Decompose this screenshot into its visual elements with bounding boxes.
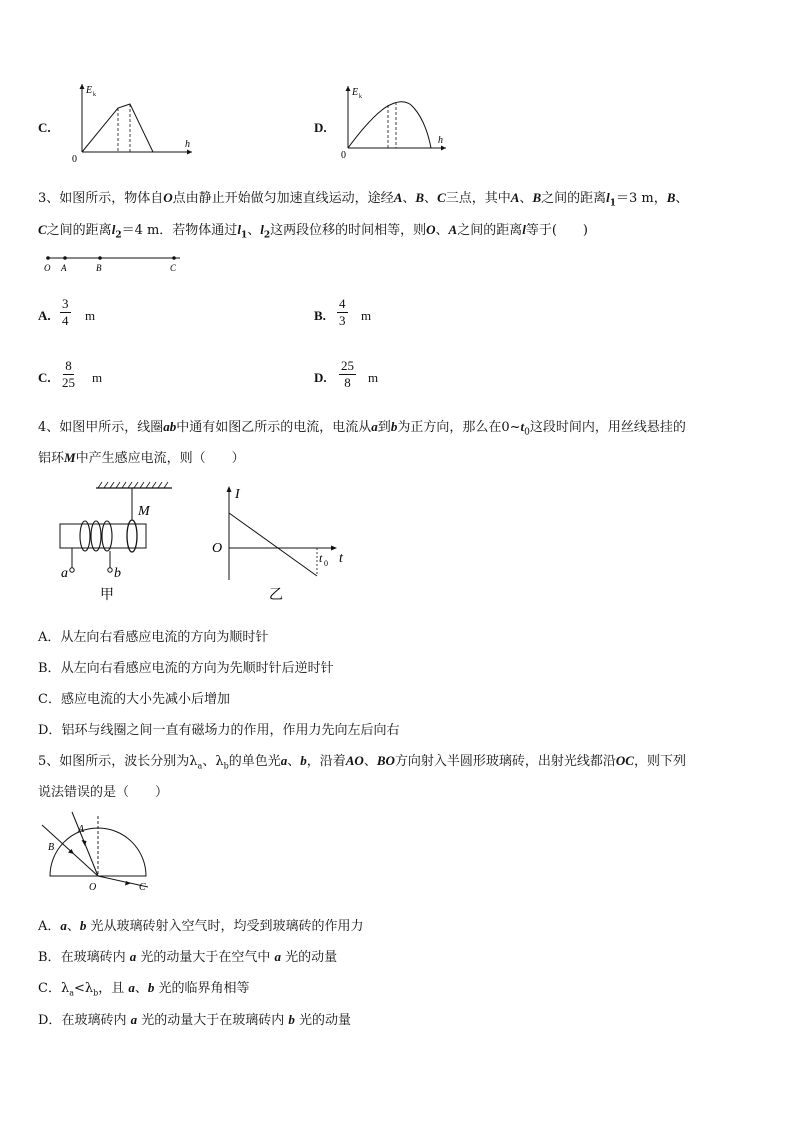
q4-figure-jia: [50, 478, 180, 608]
q5-semicircle-diagram: [36, 808, 166, 898]
svg-text:A: A: [61, 263, 67, 273]
svg-text:O: O: [44, 263, 51, 273]
q5-stem-line2: 说法错误的是（ ）: [38, 785, 169, 800]
svg-text:O: O: [89, 882, 97, 893]
q3-option-d-unit: m: [368, 370, 379, 385]
q5-option-d[interactable]: D．在玻璃砖内 a 光的动量大于在玻璃砖内 b 光的动量: [38, 1012, 351, 1028]
svg-text:M: M: [138, 504, 150, 519]
q3-option-a-unit: m: [85, 308, 96, 323]
q4-option-b[interactable]: B．从左向右看感应电流的方向为先顺时针后逆时针: [38, 661, 334, 676]
q5-option-c[interactable]: C．$\lambda_a<\lambda_b$，且 a、b 光的临界角相等: [38, 980, 250, 998]
q2-option-d-label: D.: [314, 120, 327, 135]
q5-option-a[interactable]: A．a、b 光从玻璃砖射入空气时，均受到玻璃砖的作用力: [38, 918, 364, 934]
svg-text:t: t: [319, 551, 323, 565]
q2d-origin: 0: [341, 150, 346, 161]
svg-text:0: 0: [324, 559, 328, 568]
q5-option-b[interactable]: B．在玻璃砖内 a 光的动量大于在空气中 a 光的动量: [38, 949, 338, 965]
q3-option-a-label[interactable]: A.: [38, 308, 51, 323]
q2d-axis-y: E: [352, 87, 359, 98]
svg-text:B: B: [96, 263, 102, 273]
q2-option-d-graph: [336, 82, 452, 166]
q5-stem-line1: 5、如图所示，波长分别为$\lambda_a$、$\lambda_b$的单色光a、b，沿着AO、BO方向射入半圆形玻璃砖，出射光线都沿OC，则下列: [38, 753, 686, 771]
q3-stem-line2: C之间的距离$l_2=4$ m．若物体通过$l_1$、$l_2$这两段位移的时间相等，则O、A之间的距离l等于( ): [38, 222, 588, 241]
q3-option-c-label[interactable]: C.: [38, 370, 51, 385]
svg-text:B: B: [48, 842, 55, 853]
q3-option-d-fraction: $\frac{25}{8}$: [341, 358, 354, 390]
svg-text:甲: 甲: [100, 588, 114, 603]
q2-option-c-label: C.: [38, 120, 51, 135]
q4-stem-line1: 4、如图甲所示，线圈ab中通有如图乙所示的电流，电流从a到b为正方向，那么在$0\sim t_0$这段时间内，用丝线悬挂的: [38, 419, 686, 438]
q4-option-a[interactable]: A．从左向右看感应电流的方向为顺时针: [38, 630, 269, 645]
q3-option-d-label[interactable]: D.: [314, 370, 327, 385]
q3-line-diagram: [40, 252, 190, 276]
q3-option-c-unit: m: [92, 370, 103, 385]
q3-option-b-label[interactable]: B.: [314, 308, 326, 323]
q4-stem-line2: 铝环M中产生感应电流，则（ ）: [38, 450, 245, 466]
svg-text:b: b: [114, 566, 121, 581]
svg-text:乙: 乙: [269, 588, 283, 603]
q3-option-c-fraction: $\frac{8}{25}$: [62, 358, 75, 390]
q2c-axis-y: E: [86, 85, 93, 96]
q3-option-a-fraction: $\frac{3}{4}$: [62, 296, 69, 328]
q4-option-c[interactable]: C．感应电流的大小先减小后增加: [38, 692, 230, 707]
svg-text:I: I: [235, 487, 240, 502]
q2-option-c-graph: [68, 80, 198, 166]
svg-text:O: O: [212, 541, 223, 556]
q2c-origin: 0: [72, 154, 77, 165]
svg-text:C: C: [170, 263, 177, 273]
svg-text:k: k: [93, 92, 96, 98]
q4-option-d[interactable]: D．铝环与线圈之间一直有磁场力的作用，作用力先向左后向右: [38, 723, 400, 738]
q3-stem-line1: 3、如图所示，物体自O点由静止开始做匀加速直线运动，途经A、B、C三点，其中A、B之间的距离$l_1=3$ m，B、: [38, 190, 689, 209]
q3-option-b-unit: m: [361, 308, 372, 323]
q2d-axis-x: h: [438, 135, 443, 146]
q4-figure-yi: [205, 478, 355, 608]
q3-option-b-fraction: $\frac{4}{3}$: [339, 296, 346, 328]
svg-text:a: a: [61, 566, 68, 581]
svg-text:k: k: [359, 94, 362, 100]
svg-text:C: C: [139, 882, 146, 893]
svg-text:A: A: [78, 824, 85, 835]
q2c-axis-x: h: [185, 139, 190, 150]
svg-text:t: t: [339, 551, 343, 566]
